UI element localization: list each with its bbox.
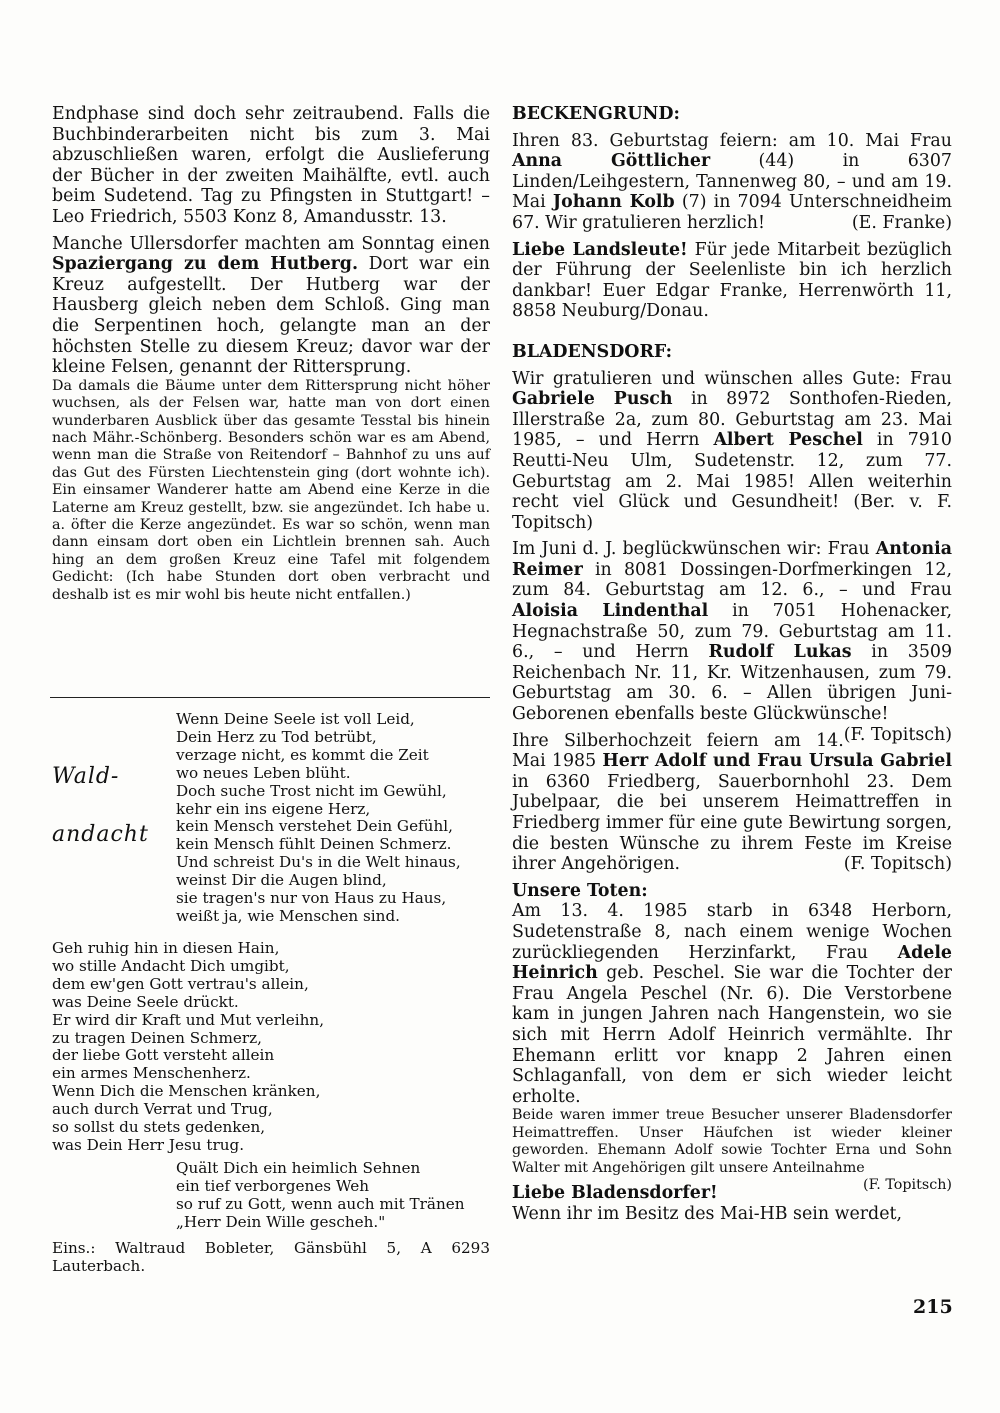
poem-credit: Eins.: Waltraud Bobleter, Gänsbühl 5, A 6293 Lauterbach.: [52, 1239, 490, 1275]
poem-line: was Deine Seele drückt.: [52, 992, 239, 1011]
heading-bladensdorf: BLADENSDORF:: [512, 341, 673, 362]
poem-line: wo neues Leben blüht.: [176, 763, 351, 782]
poem-line: kehr ein ins eigene Herz,: [176, 799, 371, 818]
paragraph-anteilnahme: Beide waren immer treue Besucher unserer Bladensdorfer Heimattreffen. Unser Häufchen ist wieder kleiner geworden. Ehemann Adolf sowie Tochter Erna und Sohn Walter mit Angehörigen gilt unsere Anteilnahme (F. Topitsch): [512, 1107, 952, 1193]
poem-line: dem ew'gen Gott vertrau's allein,: [52, 974, 309, 993]
paragraph-silberhochzeit: Ihre Silberhochzeit feiern am 14. Mai 1985 Herr Adolf und Frau Ursula Gabriel in 6360 Friedberg, Sauerbornhohl 23. Dem Jubelpaar, die bei unserem Heimattreffen in Friedberg immer für eine gute Bewirtung sorgen, die besten Wünsche zu ihrem Feste im Kreise ihrer Angehörigen. (F. Topitsch): [512, 730, 952, 875]
divider: [50, 697, 490, 698]
heading-beckengrund: BECKENGRUND:: [512, 104, 680, 124]
poem-line: kein Mensch fühlt Deinen Schmerz.: [176, 835, 452, 854]
poem-line: sie tragen's nur von Haus zu Haus,: [176, 889, 447, 908]
paragraph-adele-heinrich: Am 13. 4. 1985 starb in 6348 Herborn, Sudetenstraße 8, nach einem wenige Wochen zurückliegenden Herzinfarkt, Frau Adele Heinrich geb. Peschel. Sie war die Tochter der Frau Angela Peschel (Nr. 6). Die Verstorbene kam in jungen Jahren nach Hangenstein, wo sie sich mit Herrn Adolf Heinrich vermählte. Ihr Ehemann erlitt vor knapp 2 Jahren einen Schlaganfall, von dem er sich wieder leicht erholte.: [512, 901, 952, 1107]
poem-line: Und schreist Du's in die Welt hinaus,: [176, 853, 461, 872]
poem-stanza-2: [52, 940, 324, 1155]
paragraph-buchbinder: Endphase sind doch sehr zeitraubend. Falls die Buchbinderarbeiten nicht bis zum 3. Mai abzuschließen waren, erfolgt die Auslieferung der Bücher in der zweiten Maihälfte, evtl. auch beim Sudetend. Tag zu Pfingsten in Stuttgart! – Leo Friedrich, 5503 Konz 8, Amandusstr. 13.: [52, 104, 490, 227]
poem-line: „Herr Dein Wille gescheh.": [176, 1212, 386, 1231]
paragraph-mai-hb: Wenn ihr im Besitz des Mai-HB sein werdet,: [512, 1203, 902, 1224]
signature: (F. Topitsch): [843, 854, 952, 875]
poem-line: Wenn Deine Seele ist voll Leid,: [176, 710, 415, 728]
paragraph-hutberg: Manche Ullersdorfer machten am Sonntag einen Spaziergang zu dem Hutberg. Dort war ein Kreuz aufgestellt. Der Hutberg war der Hausberg gleich neben dem Schloß. Ging man die Serpentinen hoch, gelangte man an der höchsten Stelle zu diesem Kreuz; davor war der kleine Felsen, genannt der Rittersprung.: [52, 233, 490, 378]
heading-unsere-toten: Unsere Toten:: [512, 880, 648, 901]
poem-stanza-3: [176, 1160, 465, 1232]
poem-line: verzage nicht, es kommt die Zeit: [176, 745, 429, 764]
poem-line: so ruf zu Gott, wenn auch mit Tränen: [176, 1194, 465, 1213]
paragraph-bladensdorf-gratulation: Wir gratulieren und wünschen alles Gute: Frau Gabriele Pusch in 8972 Sonthofen-Rieden, Illerstraße 2a, zum 80. Geburtstag am 23. Mai 1985, – und Herrn Albert Peschel in 7910 Reutti-Neu Ulm, Sudetenstr. 12, zum 77. Geburtstag am 2. Mai 1985! Allen weiterhin recht viel Glück und Gesundheit! (Ber. v. F. Topitsch): [512, 368, 952, 533]
paragraph-juni: Im Juni d. J. beglückwünschen wir: Frau Antonia Reimer in 8081 Dossingen-Dorfmerkingen 12, zum 84. Geburtstag am 12. 6., – und Frau Aloisia Lindenthal in 7051 Hohenacker, Hegnachstraße 50, zum 79. Geburtstag am 11. 6., – und Herrn Rudolf Lukas in 3509 Reichenbach Nr. 11, Kr. Witzenhausen, zum 79. Geburtstag am 30. 6. – Allen übrigen Juni-Geborenen ebenfalls beste Glückwünsche! (F. Topitsch): [512, 539, 953, 745]
poem-line: weinst Dir die Augen blind,: [176, 871, 387, 890]
left-column: [52, 104, 490, 604]
poem-title: Wald- andacht: [52, 764, 149, 847]
poem-line: Dein Herz zu Tod betrübt,: [176, 727, 377, 746]
poem-line: zu tragen Deinen Schmerz,: [52, 1028, 262, 1047]
heading-liebe-bladensdorfer: Liebe Bladensdorfer!: [512, 1182, 718, 1203]
poem-line: Quält Dich ein heimlich Sehnen: [176, 1159, 421, 1177]
signature: (F. Topitsch): [863, 1176, 952, 1193]
signature: (E. Franke): [851, 212, 952, 233]
paragraph-rittersprung: Da damals die Bäume unter dem Rittersprung nicht höher wuchsen, als der Felsen war, hatte man von dort einen wunderbaren Ausblick über das gesamte Tesstal bis hinein nach Mähr.-Schönberg. Besonders schön war es am Abend, wenn man die Straße von Reitendorf – Bahnhof zu uns auf das Gut des Fürsten Liechtenstein ging (dort wohnte ich). Ein einsamer Wanderer hatte am Abend eine Kerze in die Laterne am Kreuz gestellt, bzw. sie angezündet. Ich habe u. a. öfter die Kerze angezündet. Es war so schön, wenn man dann einsam dort oben ein Lichtlein brennen sah. Auch hing an dem großen Kreuz eine Tafel mit folgendem Gedicht: (Ich habe Stunden dort oben verbracht und deshalb ist es mir wohl bis heute nicht entfallen.): [52, 377, 490, 603]
poem-line: Er wird dir Kraft und Mut verleihn,: [52, 1010, 325, 1029]
poem-line: was Dein Herr Jesu trug.: [52, 1135, 245, 1154]
paragraph-landsleute: Liebe Landsleute! Für jede Mitarbeit bezüglich der Führung der Seelenliste bin ich herzlich dankbar! Euer Edgar Franke, Herrenwörth 11, 8858 Neuburg/Donau.: [512, 239, 952, 322]
poem-line: Geh ruhig hin in diesen Hain,: [52, 939, 280, 957]
poem-line: Wenn Dich die Menschen kränken,: [52, 1082, 321, 1101]
poem-line: weißt ja, wie Menschen sind.: [176, 906, 400, 925]
poem-line: so sollst du stets gedenken,: [52, 1118, 266, 1137]
poem-line: ein armes Menschenherz.: [52, 1064, 251, 1083]
poem-stanza-1: [176, 711, 461, 926]
poem-line: auch durch Verrat und Trug,: [52, 1100, 273, 1119]
poem-line: Doch suche Trost nicht im Gewühl,: [176, 781, 447, 800]
signature: (F. Topitsch): [843, 724, 952, 745]
poem-line: wo stille Andacht Dich umgibt,: [52, 956, 290, 975]
paragraph-beckengrund-birthdays: Ihren 83. Geburtstag feiern: am 10. Mai Frau Anna Göttlicher (44) in 6307 Linden/Leihgestern, Tannenweg 80, – und am 19. Mai Johann Kolb (7) in 7094 Unterschneidheim 67. Wir gratulieren herzlich! (E. Franke): [512, 130, 953, 233]
page-number: 215: [913, 1296, 953, 1318]
right-column: [512, 104, 952, 1224]
poem-line: kein Mensch verstehet Dein Gefühl,: [176, 817, 453, 836]
poem-line: der liebe Gott versteht allein: [52, 1046, 275, 1065]
poem-line: ein tief verborgenes Weh: [176, 1176, 370, 1195]
